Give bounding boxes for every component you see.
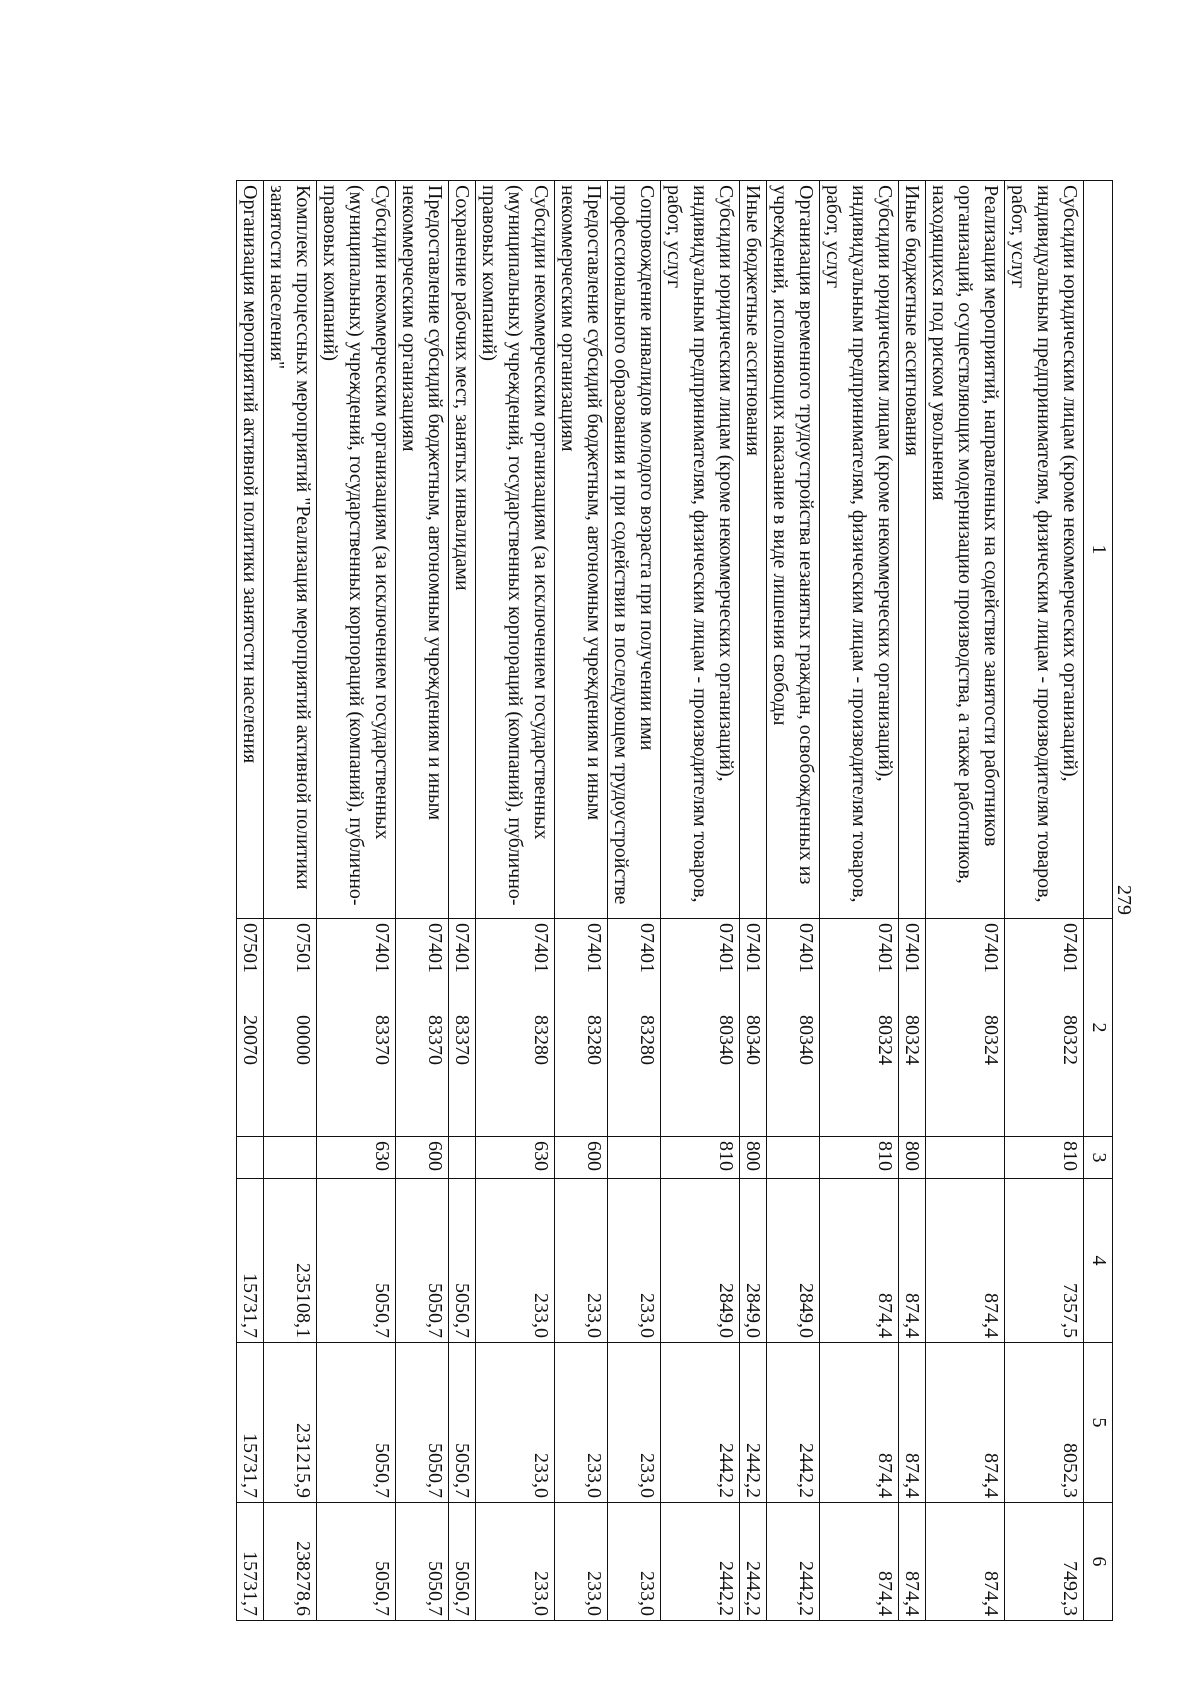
row-kbk	[264, 919, 317, 1137]
table-row	[1005, 181, 1084, 1621]
kbk-program-code: 07401	[424, 923, 446, 973]
column-header: 4	[1084, 1179, 1113, 1343]
row-value-col4: 233,0	[608, 1179, 661, 1343]
table-row	[396, 181, 449, 1621]
row-value-col5: 231215,9	[264, 1343, 317, 1503]
row-expense-type: 810	[1005, 1137, 1084, 1179]
table-row	[264, 181, 317, 1621]
kbk-direction-code: 83280	[530, 1015, 552, 1065]
row-value-col4: 233,0	[555, 1179, 608, 1343]
row-expense-type: 600	[555, 1137, 608, 1179]
row-expense-type	[264, 1137, 317, 1179]
row-name: Субсидии юридическим лицам (кроме некоммерческих организаций), индивидуальным предпринимателям, физическим лицам - производителям товаров, работ, услуг	[1005, 181, 1084, 919]
row-value-col6: 2442,2	[740, 1503, 767, 1621]
row-value-col5: 2442,2	[767, 1343, 820, 1503]
row-value-col4: 5050,7	[317, 1179, 396, 1343]
row-kbk	[820, 919, 899, 1137]
table-row	[899, 181, 926, 1621]
column-header: 1	[1084, 181, 1113, 919]
kbk-program-code: 07401	[901, 923, 923, 973]
row-value-col5: 5050,7	[317, 1343, 396, 1503]
table-row	[449, 181, 476, 1621]
row-value-col5: 874,4	[926, 1343, 1005, 1503]
row-value-col5: 2442,2	[740, 1343, 767, 1503]
column-header: 2	[1084, 919, 1113, 1137]
row-kbk	[926, 919, 1005, 1137]
row-expense-type: 810	[661, 1137, 740, 1179]
row-value-col6: 233,0	[476, 1503, 555, 1621]
row-expense-type	[767, 1137, 820, 1179]
row-value-col4: 235108,1	[264, 1179, 317, 1343]
row-value-col5: 874,4	[820, 1343, 899, 1503]
kbk-direction-code: 80340	[742, 1015, 764, 1065]
row-value-col6: 874,4	[899, 1503, 926, 1621]
row-value-col4: 874,4	[926, 1179, 1005, 1343]
kbk-direction-code: 83370	[424, 1015, 446, 1065]
row-value-col6: 874,4	[820, 1503, 899, 1621]
row-expense-type: 800	[740, 1137, 767, 1179]
kbk-direction-code: 83370	[371, 1015, 393, 1065]
table-body	[237, 181, 1084, 1621]
row-kbk	[476, 919, 555, 1137]
kbk-program-code: 07401	[795, 923, 817, 973]
row-name: Организация временного трудоустройства незанятых граждан, освобожденных из учреждений, исполняющих наказание в виде лишения свободы	[767, 181, 820, 919]
row-kbk	[555, 919, 608, 1137]
row-name: Сопровождение инвалидов молодого возраста при получении ими профессионального образования и при содействии в последующем трудоустройстве	[608, 181, 661, 919]
row-expense-type: 630	[476, 1137, 555, 1179]
row-name: Субсидии некоммерческим организациям (за исключением государственных (муниципальных) учреждений, государственных корпораций (компаний), публично-правовых компаний)	[317, 181, 396, 919]
row-value-col5: 233,0	[476, 1343, 555, 1503]
row-name: Предоставление субсидий бюджетным, автономным учреждениям и иным некоммерческим организациям	[396, 181, 449, 919]
kbk-program-code: 07401	[980, 923, 1002, 973]
table-row	[317, 181, 396, 1621]
row-value-col5: 5050,7	[449, 1343, 476, 1503]
row-kbk	[1005, 919, 1084, 1137]
row-value-col4: 7357,5	[1005, 1179, 1084, 1343]
budget-table	[236, 180, 1113, 1621]
page-number: 279	[1113, 885, 1135, 915]
row-expense-type: 600	[396, 1137, 449, 1179]
kbk-direction-code: 80340	[715, 1015, 737, 1065]
row-kbk	[740, 919, 767, 1137]
table-row	[767, 181, 820, 1621]
row-expense-type	[449, 1137, 476, 1179]
row-name: Субсидии юридическим лицам (кроме некоммерческих организаций), индивидуальным предпринимателям, физическим лицам - производителям товаров, работ, услуг	[820, 181, 899, 919]
row-name: Предоставление субсидий бюджетным, автономным учреждениям и иным некоммерческим организациям	[555, 181, 608, 919]
row-value-col6: 5050,7	[317, 1503, 396, 1621]
row-kbk	[899, 919, 926, 1137]
row-kbk	[767, 919, 820, 1137]
kbk-program-code: 07401	[742, 923, 764, 973]
row-value-col4: 2849,0	[740, 1179, 767, 1343]
row-kbk	[396, 919, 449, 1137]
row-value-col5: 8052,3	[1005, 1343, 1084, 1503]
table-row	[740, 181, 767, 1621]
kbk-direction-code: 20070	[239, 1015, 261, 1065]
row-value-col5: 233,0	[608, 1343, 661, 1503]
row-value-col6: 238278,6	[264, 1503, 317, 1621]
row-expense-type: 810	[820, 1137, 899, 1179]
row-value-col6: 15731,7	[237, 1503, 264, 1621]
row-name: Сохранение рабочих мест, занятых инвалидами	[449, 181, 476, 919]
header-row	[1084, 181, 1113, 1621]
row-value-col4: 874,4	[899, 1179, 926, 1343]
row-name: Организация мероприятий активной политики занятости населения	[237, 181, 264, 919]
kbk-direction-code: 80340	[795, 1015, 817, 1065]
row-value-col4: 5050,7	[449, 1179, 476, 1343]
row-value-col6: 233,0	[608, 1503, 661, 1621]
row-name: Субсидии некоммерческим организациям (за исключением государственных (муниципальных) учреждений, государственных корпораций (компаний), публично-правовых компаний)	[476, 181, 555, 919]
row-kbk	[317, 919, 396, 1137]
row-value-col6: 5050,7	[449, 1503, 476, 1621]
row-name: Комплекс процессных мероприятий "Реализация мероприятий активной политики занятости населения"	[264, 181, 317, 919]
row-expense-type	[608, 1137, 661, 1179]
row-name: Субсидии юридическим лицам (кроме некоммерческих организаций), индивидуальным предпринимателям, физическим лицам - производителям товаров, работ, услуг	[661, 181, 740, 919]
row-value-col5: 2442,2	[661, 1343, 740, 1503]
row-value-col5: 15731,7	[237, 1343, 264, 1503]
table-row	[820, 181, 899, 1621]
table-row	[237, 181, 264, 1621]
kbk-direction-code: 80322	[1059, 1015, 1081, 1065]
kbk-program-code: 07401	[530, 923, 552, 973]
row-value-col4: 874,4	[820, 1179, 899, 1343]
row-value-col5: 874,4	[899, 1343, 926, 1503]
row-value-col5: 233,0	[555, 1343, 608, 1503]
kbk-direction-code: 80324	[980, 1015, 1002, 1065]
table-row	[608, 181, 661, 1621]
column-header: 6	[1084, 1503, 1113, 1621]
row-value-col4: 2849,0	[767, 1179, 820, 1343]
row-value-col4: 233,0	[476, 1179, 555, 1343]
row-kbk	[608, 919, 661, 1137]
kbk-direction-code: 00000	[292, 1015, 314, 1065]
row-value-col6: 5050,7	[396, 1503, 449, 1621]
row-value-col6: 7492,3	[1005, 1503, 1084, 1621]
row-kbk	[237, 919, 264, 1137]
row-value-col4: 5050,7	[396, 1179, 449, 1343]
rotated-page	[65, 180, 1135, 1620]
kbk-program-code: 07401	[371, 923, 393, 973]
row-value-col6: 2442,2	[767, 1503, 820, 1621]
row-name: Иные бюджетные ассигнования	[899, 181, 926, 919]
row-value-col5: 5050,7	[396, 1343, 449, 1503]
kbk-direction-code: 80324	[901, 1015, 923, 1065]
column-header: 3	[1084, 1137, 1113, 1179]
kbk-direction-code: 83370	[451, 1015, 473, 1065]
kbk-program-code: 07501	[239, 923, 261, 973]
kbk-program-code: 07501	[292, 923, 314, 973]
row-expense-type: 800	[899, 1137, 926, 1179]
row-value-col6: 2442,2	[661, 1503, 740, 1621]
table-row	[926, 181, 1005, 1621]
row-name: Иные бюджетные ассигнования	[740, 181, 767, 919]
table-row	[661, 181, 740, 1621]
kbk-program-code: 07401	[874, 923, 896, 973]
row-name: Реализация мероприятий, направленных на содействие занятости работников организаций, осуществляющих модернизацию производства, а также работников, находящихся под риском увольнения	[926, 181, 1005, 919]
row-kbk	[661, 919, 740, 1137]
row-kbk	[449, 919, 476, 1137]
kbk-program-code: 07401	[636, 923, 658, 973]
row-expense-type	[926, 1137, 1005, 1179]
kbk-direction-code: 83280	[636, 1015, 658, 1065]
column-header: 5	[1084, 1343, 1113, 1503]
kbk-direction-code: 80324	[874, 1015, 896, 1065]
row-expense-type: 630	[317, 1137, 396, 1179]
table-row	[555, 181, 608, 1621]
kbk-program-code: 07401	[583, 923, 605, 973]
table-row	[476, 181, 555, 1621]
kbk-program-code: 07401	[451, 923, 473, 973]
row-expense-type	[237, 1137, 264, 1179]
row-value-col4: 15731,7	[237, 1179, 264, 1343]
kbk-program-code: 07401	[1059, 923, 1081, 973]
row-value-col4: 2849,0	[661, 1179, 740, 1343]
row-value-col6: 233,0	[555, 1503, 608, 1621]
row-value-col6: 874,4	[926, 1503, 1005, 1621]
kbk-direction-code: 83280	[583, 1015, 605, 1065]
kbk-program-code: 07401	[715, 923, 737, 973]
